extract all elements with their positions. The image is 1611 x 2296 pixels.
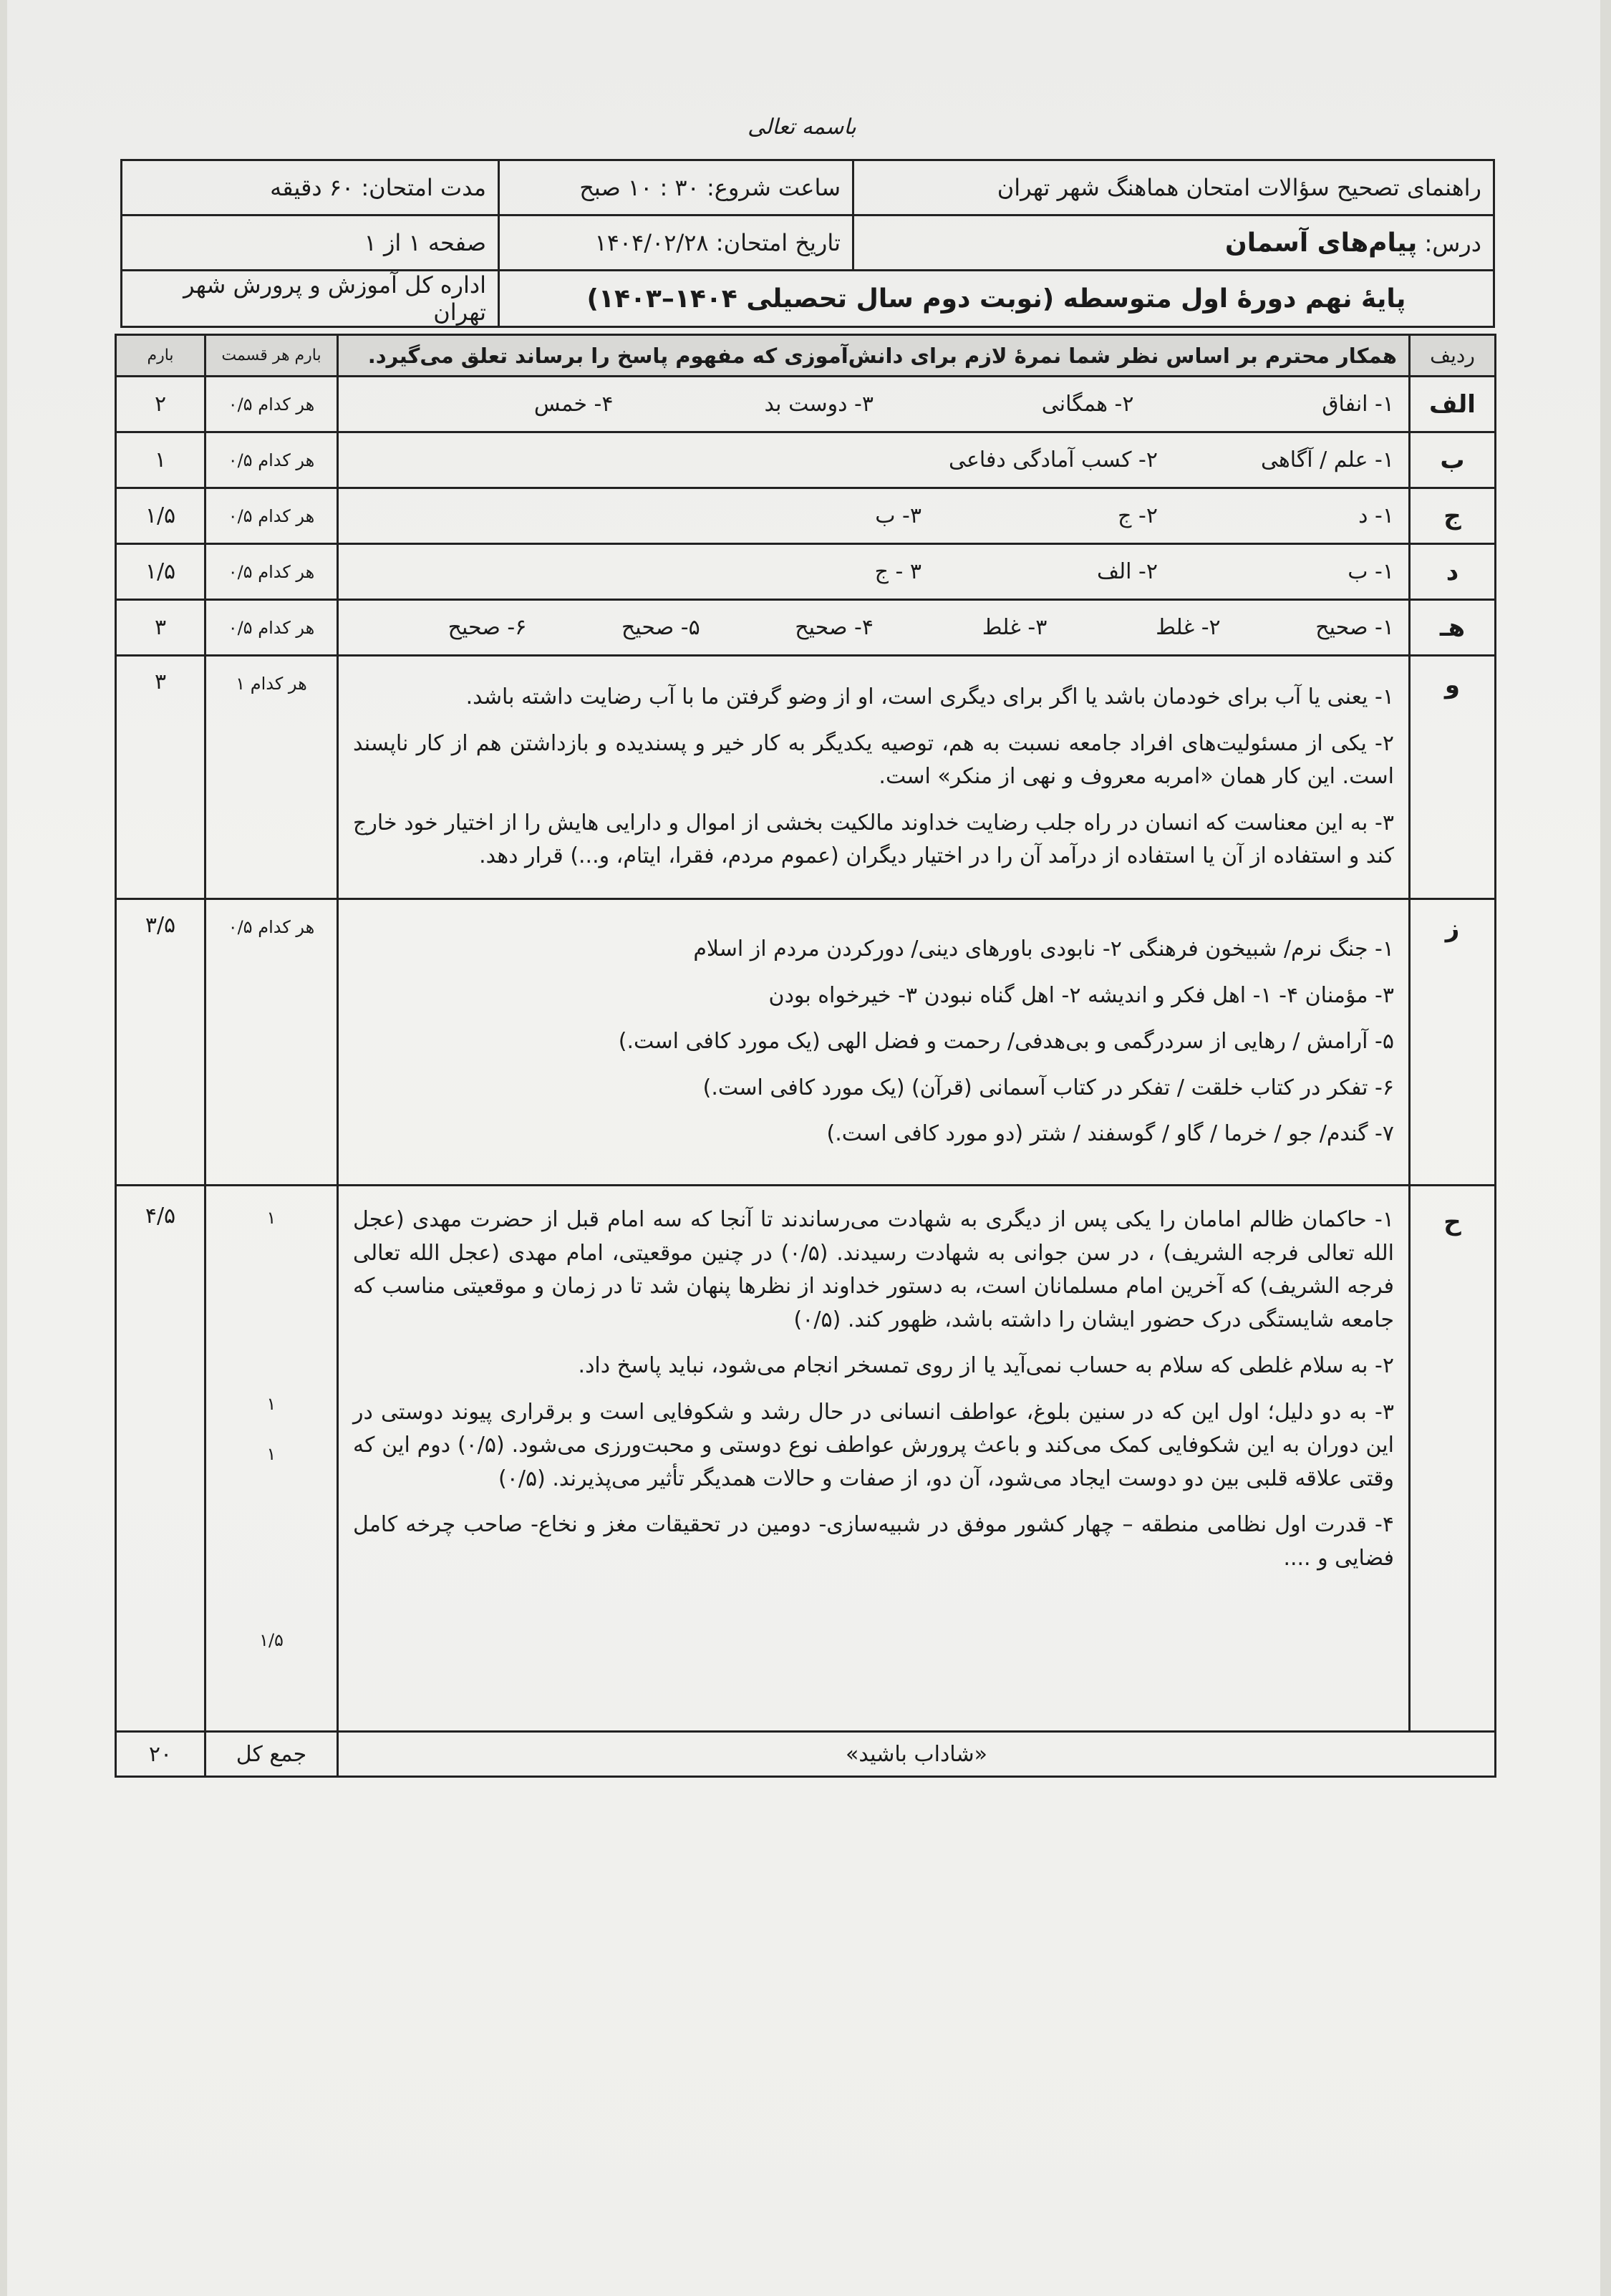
option: ۱- ب: [1348, 559, 1394, 584]
option: ۳- دوست بد: [764, 392, 874, 417]
header-table: [120, 159, 1495, 328]
row-label: و: [1410, 656, 1496, 899]
grid-header-row: ردیف: [1410, 335, 1496, 377]
row-label: هـ: [1410, 600, 1496, 656]
answer-paragraph: ۷- گندم/ جو / خرما / گاو / گوسفند / شتر (دو مورد کافی است.): [826, 1121, 1394, 1147]
start-time: ساعت شروع: ۳۰ : ۱۰ صبح: [499, 160, 853, 215]
table-row: [116, 544, 1496, 600]
score: ۳: [116, 656, 205, 899]
grid-header-note: همکار محترم بر اساس نظر شما نمرهٔ لازم برای دانش‌آموزی که مفهوم پاسخ را برساند تعلق می‌گیرد.: [338, 335, 1410, 377]
part-score: هر کدام ۰/۵: [205, 544, 338, 600]
option: ۶- صحیح: [448, 615, 527, 640]
score: ۳/۵: [116, 899, 205, 1186]
part-score: ۱/۵: [259, 1630, 284, 1650]
option: ۲- غلط: [1156, 615, 1221, 640]
option: ۲- الف: [1096, 559, 1158, 584]
table-row: [116, 432, 1496, 488]
exam-date: تاریخ امتحان: ۱۴۰۴/۰۲/۲۸: [499, 215, 853, 271]
row-label: ز: [1410, 899, 1496, 1186]
row-label: ب: [1410, 432, 1496, 488]
grid-header-score: بارم: [116, 335, 205, 377]
total-label: جمع کل: [205, 1732, 338, 1777]
score: ۱/۵: [116, 488, 205, 544]
option: ۱- علم / آگاهی: [1260, 447, 1394, 473]
office: اداره کل آموزش و پرورش شهر تهران: [122, 271, 499, 327]
part-score: هر کدام ۰/۵: [205, 488, 338, 544]
answer-paragraph: ۱- یعنی یا آب برای خودمان باشد یا اگر برای دیگری است، او از وضو گرفتن ما با آب رضایت داشته باشد.: [465, 684, 1394, 710]
option: ۵- صحیح: [621, 615, 700, 640]
row-label: الف: [1410, 377, 1496, 432]
option: ۲- ج: [1118, 503, 1158, 528]
page-number: صفحه ۱ از ۱: [122, 215, 499, 271]
part-score: هر کدام ۱: [205, 656, 338, 899]
bismillah: باسمه تعالی: [748, 115, 856, 140]
table-row: [116, 656, 1496, 899]
answer-paragraph: ۳- مؤمنان ۴- ۱- اهل فکر و اندیشه ۲- اهل گناه نبودن ۳- خیرخواه بودن: [768, 982, 1394, 1008]
answer-grid: [115, 334, 1496, 1778]
table-row: [116, 899, 1496, 1186]
answer-paragraph: ۶- تفکر در کتاب خلقت / تفکر در کتاب آسمانی (قرآن) (یک مورد کافی است.): [702, 1075, 1394, 1100]
score: ۳: [116, 600, 205, 656]
option: ۳- ب: [875, 503, 921, 528]
answer-paragraph: ۳- به این معناست که انسان در راه جلب رضایت خداوند مالکیت بخشی از اموال و دارایی هایش را از اختیار خود خارج کند و استفاده از آن یا استفاده از درآمد آن را در اختیار دیگران (عموم مردم، فقرا، ایتام، و...) قرار دهد.: [353, 810, 1394, 869]
answer-paragraph: ۴- قدرت اول نظامی منطقه – چهار کشور موفق در شبیه‌سازی- دومین در تحقیقات مغز و نخاع- صاحب چرخه کامل فضایی و ....: [353, 1512, 1394, 1571]
part-score: هر کدام ۰/۵: [205, 377, 338, 432]
footer-row: [116, 1732, 1496, 1777]
option: ۱- د: [1358, 503, 1394, 528]
option: ۲- کسب آمادگی دفاعی: [949, 447, 1158, 473]
header-title: راهنمای تصحیح سؤالات امتحان هماهنگ شهر تهران: [853, 160, 1494, 215]
part-score-stack: [205, 1186, 338, 1732]
subject-label: درس:: [1424, 229, 1481, 257]
part-score: هر کدام ۰/۵: [205, 432, 338, 488]
grid-header-part-score: بارم هر قسمت: [205, 335, 338, 377]
table-row: [116, 377, 1496, 432]
grade: پایهٔ نهم دورهٔ اول متوسطه (نوبت دوم سال تحصیلی ۱۴۰۴–۱۴۰۳): [499, 271, 1494, 327]
part-score: ۱: [266, 1444, 276, 1464]
score: ۱/۵: [116, 544, 205, 600]
total-score: ۲۰: [116, 1732, 205, 1777]
option: ۱- انفاق: [1322, 392, 1394, 417]
table-row: [116, 600, 1496, 656]
score: ۲: [116, 377, 205, 432]
answer-paragraph: ۲- یکی از مسئولیت‌های افراد جامعه نسبت به هم، توصیه یکدیگر به کار خیر و پسندیده و بازداشتن هم از کار ناپسند است. این کار همان «امربه معروف و نهی از منکر» است.: [353, 730, 1394, 790]
row-label: د: [1410, 544, 1496, 600]
footer-message: «شاداب باشید»: [338, 1732, 1496, 1777]
answer-paragraph: ۳- به دو دلیل؛ اول این که در سنین بلوغ، عواطف انسانی در حال رشد و شکوفایی است و برقراری پیوند دوستی در این دوران به این شکوفایی کمک می‌کند و باعث پرورش عواطف نوع دوستی و محبت‌ورزی می‌شود. (۰/۵) دوم این که وقتی علاقه قلبی بین دو دوست ایجاد می‌شود، آن دو، از صفات و حالات همدیگر تأثیر می‌پذیرند. (۰/۵): [353, 1399, 1394, 1491]
part-score: ۱: [266, 1394, 276, 1414]
subject-cell: [853, 215, 1494, 271]
score: ۴/۵: [116, 1186, 205, 1732]
option: ۴- صحیح: [795, 615, 874, 640]
answer-paragraph: ۲- به سلام غلطی که سلام به حساب نمی‌آید یا از روی تمسخر انجام می‌شود، نباید پاسخ داد.: [578, 1353, 1394, 1378]
table-row: [116, 1186, 1496, 1732]
part-score: هر کدام ۰/۵: [205, 899, 338, 1186]
option: ۴- خمس: [533, 392, 614, 417]
row-label: ج: [1410, 488, 1496, 544]
exam-answer-sheet: [7, 0, 1600, 2296]
option: ۳- غلط: [982, 615, 1048, 640]
answer-paragraph: ۱- جنگ نرم/ شبیخون فرهنگی ۲- نابودی باورهای دینی/ دورکردن مردم از اسلام: [693, 936, 1394, 962]
option: ۱- صحیح: [1315, 615, 1394, 640]
part-score: ۱: [266, 1208, 276, 1228]
option: ۲- همگانی: [1041, 392, 1134, 417]
answer-paragraph: ۵- آرامش / رهایی از سردرگمی و بی‌هدفی/ رحمت و فضل الهی (یک مورد کافی است.): [618, 1029, 1394, 1055]
option: ۳ - ج: [874, 559, 921, 584]
row-label: ح: [1410, 1186, 1496, 1732]
answer-paragraph: ۱- حاکمان ظالم امامان را یکی پس از دیگری به شهادت می‌رساندند تا آنجا که سه امام قبل از حضرت مهدی (عجل الله تعالی فرجه الشریف) ، در سن جوانی به شهادت رسیدند. (۰/۵) در چنین موقعیتی، امام مهدی (عجل الله تعالی فرجه الشریف) که آخرین امام مسلمانان است، به دستور خداوند از نظرها پنهان شد تا در زمان و موقعیتی مناسب که جامعه شایستگی درک حضور ایشان را داشته باشد، ظهور کند. (۰/۵): [353, 1207, 1394, 1332]
subject: پیام‌های آسمان: [1225, 228, 1418, 258]
table-row: [116, 488, 1496, 544]
part-score: هر کدام ۰/۵: [205, 600, 338, 656]
score: ۱: [116, 432, 205, 488]
duration: مدت امتحان: ۶۰ دقیقه: [122, 160, 499, 215]
